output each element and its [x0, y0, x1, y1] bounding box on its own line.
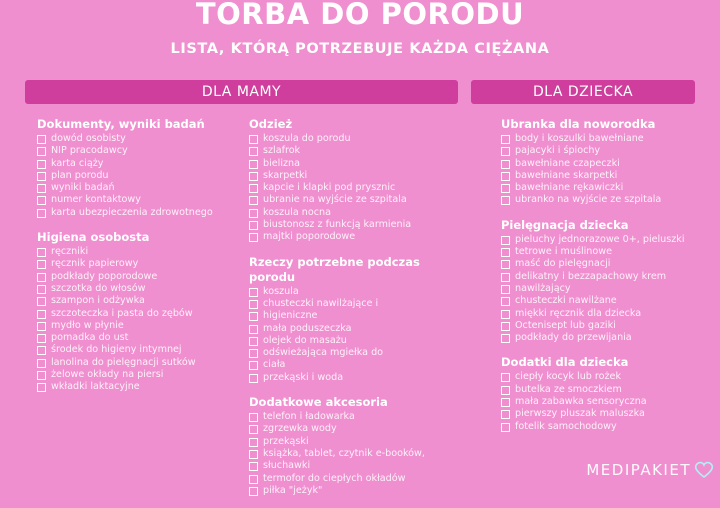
empty-checkbox-icon[interactable]	[37, 248, 46, 257]
section-title: Dodatkowe akcesoria	[249, 395, 388, 410]
empty-checkbox-icon[interactable]	[501, 184, 510, 193]
checklist-item[interactable]	[37, 145, 242, 157]
empty-checkbox-icon[interactable]	[37, 334, 46, 343]
empty-checkbox-icon[interactable]	[37, 285, 46, 294]
checklist-item-label: maść do pielęgnacji	[515, 258, 611, 270]
empty-checkbox-icon[interactable]	[37, 297, 46, 306]
checklist	[501, 371, 713, 432]
empty-checkbox-icon[interactable]	[249, 361, 258, 370]
checklist-item-label: mydło w płynie	[51, 319, 124, 331]
empty-checkbox-icon[interactable]	[37, 346, 46, 355]
checklist-item[interactable]	[501, 271, 713, 283]
checklist	[501, 133, 713, 207]
checklist-item[interactable]	[501, 133, 713, 145]
checklist-item[interactable]	[37, 332, 242, 344]
checklist-item-label: lanolina do pielęgnacji sutków	[51, 356, 196, 368]
checklist	[501, 234, 713, 345]
section-title: Ubranka dla noworodka	[501, 117, 656, 131]
checklist-item-label: termofor do ciepłych okładów	[263, 472, 406, 484]
section-title: Dokumenty, wyniki badań	[37, 117, 205, 131]
empty-checkbox-icon[interactable]	[249, 374, 258, 383]
checklist-item[interactable]	[501, 258, 713, 270]
checklist-item-label: numer kontaktowy	[51, 194, 141, 206]
checklist-item[interactable]	[249, 359, 461, 371]
checklist-item[interactable]	[249, 323, 461, 335]
empty-checkbox-icon[interactable]	[501, 273, 510, 282]
checklist-item-label: delikatny i bezzapachowy krem	[515, 270, 667, 282]
empty-checkbox-icon[interactable]	[249, 184, 258, 193]
checklist-section	[501, 218, 713, 345]
checklist-item[interactable]	[249, 448, 461, 460]
empty-checkbox-icon[interactable]	[501, 196, 510, 205]
checklist-item[interactable]	[501, 320, 713, 332]
empty-checkbox-icon[interactable]	[249, 209, 258, 218]
checklist-item-label: ubranie na wyjście ze szpitala	[263, 194, 407, 206]
empty-checkbox-icon[interactable]	[249, 312, 258, 321]
checklist-item[interactable]	[37, 182, 242, 194]
empty-checkbox-icon[interactable]	[249, 221, 258, 230]
checklist-item-label: higieniczne	[263, 310, 318, 322]
checklist-section	[501, 355, 713, 432]
checklist-item[interactable]	[249, 347, 461, 359]
empty-checkbox-icon[interactable]	[501, 172, 510, 181]
checklist-item[interactable]	[501, 308, 713, 320]
checklist-item-label: pieluchy jednorazowe 0+, pieluszki	[515, 233, 685, 245]
checklist-item-label: fotelik samochodowy	[515, 420, 617, 432]
checklist-item[interactable]	[249, 182, 461, 194]
empty-checkbox-icon[interactable]	[249, 462, 258, 471]
checklist-item[interactable]	[501, 194, 713, 206]
empty-checkbox-icon[interactable]	[249, 288, 258, 297]
empty-checkbox-icon[interactable]	[501, 147, 510, 156]
checklist-item[interactable]	[37, 170, 242, 182]
empty-checkbox-icon[interactable]	[249, 438, 258, 447]
checklist-item[interactable]	[249, 372, 461, 384]
checklist-item-label: szlafrok	[263, 145, 301, 157]
checklist-item-label: dowód osobisty	[51, 133, 126, 144]
medipakiet-logo	[586, 460, 714, 480]
empty-checkbox-icon[interactable]	[37, 383, 46, 392]
checklist-item[interactable]	[501, 371, 713, 383]
empty-checkbox-icon[interactable]	[501, 310, 510, 319]
checklist-item[interactable]	[501, 408, 713, 420]
checklist-item-label: bawełniane czapeczki	[515, 157, 620, 169]
checklist-item-label: koszula do porodu	[263, 133, 351, 144]
column-mama-left	[37, 117, 242, 405]
empty-checkbox-icon[interactable]	[249, 475, 258, 484]
checklist-item-label: żelowe okłady na piersi	[51, 369, 164, 381]
column-mama-right	[249, 117, 461, 508]
empty-checkbox-icon[interactable]	[37, 273, 46, 282]
checklist-item[interactable]	[501, 145, 713, 157]
empty-checkbox-icon[interactable]	[37, 322, 46, 331]
empty-checkbox-icon[interactable]	[501, 236, 510, 245]
checklist-item[interactable]	[37, 308, 242, 320]
checklist-item-label: mała poduszeczka	[263, 322, 352, 334]
checklist-item-label: przekąski i woda	[263, 371, 344, 383]
checklist	[37, 133, 242, 219]
checklist-item-label: ciała	[263, 359, 286, 371]
empty-checkbox-icon[interactable]	[501, 423, 510, 432]
checklist-item-label: tetrowe i muślinowe	[515, 246, 612, 258]
checklist-item[interactable]	[37, 271, 242, 283]
checklist-item-label: NIP pracodawcy	[51, 145, 128, 157]
checklist-item[interactable]	[501, 396, 713, 408]
checklist-item-label: przekąski	[263, 435, 309, 447]
checklist-section	[249, 395, 461, 497]
checklist-item-label: piłka "jeżyk"	[263, 484, 323, 496]
checklist	[249, 411, 461, 497]
empty-checkbox-icon[interactable]	[501, 398, 510, 407]
checklist-section	[249, 117, 461, 244]
checklist-item-label: nawilżający	[515, 282, 571, 294]
empty-checkbox-icon[interactable]	[37, 209, 46, 218]
empty-checkbox-icon[interactable]	[249, 300, 258, 309]
empty-checkbox-icon[interactable]	[501, 285, 510, 294]
checklist-item[interactable]	[249, 170, 461, 182]
checklist-item[interactable]	[501, 421, 713, 433]
checklist-item-label: telefon i ładowarka	[263, 411, 355, 423]
checklist-item-label: zgrzewka wody	[263, 423, 337, 435]
empty-checkbox-icon[interactable]	[37, 160, 46, 169]
empty-checkbox-icon[interactable]	[37, 196, 46, 205]
empty-checkbox-icon[interactable]	[37, 135, 46, 144]
checklist-item-label: koszula	[263, 285, 299, 297]
empty-checkbox-icon[interactable]	[249, 325, 258, 334]
page-subtitle: LISTA, KTÓRĄ POTRZEBUJE KAŻDA CIĘŻANA	[170, 41, 550, 57]
checklist-item[interactable]	[501, 234, 713, 246]
checklist-item[interactable]	[37, 258, 242, 270]
checklist-item[interactable]	[249, 335, 461, 347]
empty-checkbox-icon[interactable]	[37, 359, 46, 368]
checklist-item[interactable]	[249, 231, 461, 243]
checklist-item[interactable]	[501, 170, 713, 182]
empty-checkbox-icon[interactable]	[249, 450, 258, 459]
checklist-item-label: bielizna	[263, 157, 300, 169]
checklist-item[interactable]	[37, 344, 242, 356]
empty-checkbox-icon[interactable]	[249, 172, 258, 181]
checklist-item-label: bawełniane skarpetki	[515, 169, 618, 181]
checklist-item[interactable]	[249, 158, 461, 170]
empty-checkbox-icon[interactable]	[501, 260, 510, 269]
section-title: Pielęgnacja dziecka	[501, 217, 629, 232]
checklist-item[interactable]	[37, 207, 242, 219]
checklist-item-label: ręcznik papierowy	[51, 258, 139, 270]
checklist-item-label: szczoteczka i pasta do zębów	[51, 307, 193, 319]
checklist-item-label: odświeżająca mgiełka do	[263, 347, 384, 359]
checklist-item-label: biustonosz z funkcją karmienia	[263, 219, 412, 231]
empty-checkbox-icon[interactable]	[37, 147, 46, 156]
empty-checkbox-icon[interactable]	[249, 233, 258, 242]
empty-checkbox-icon[interactable]	[249, 413, 258, 422]
empty-checkbox-icon[interactable]	[37, 184, 46, 193]
checklist-item[interactable]	[37, 246, 242, 258]
checklist-item[interactable]	[37, 194, 242, 206]
checklist	[249, 133, 461, 244]
checklist-item-label: podkłady do przewijania	[515, 332, 632, 344]
checklist-item-label: Octenisept lub gaziki	[515, 319, 616, 331]
checklist-section	[37, 230, 242, 394]
column-dziecko	[501, 117, 713, 444]
header-dla-dziecka: DLA DZIECKA	[471, 80, 695, 104]
empty-checkbox-icon[interactable]	[249, 337, 258, 346]
checklist-item[interactable]	[501, 295, 713, 307]
checklist-item-label: szampon i odżywka	[51, 295, 145, 307]
checklist-item[interactable]	[249, 194, 461, 206]
checklist-item[interactable]	[249, 286, 461, 298]
checklist-item-label: słuchawki	[263, 460, 311, 472]
header-dla-mamy: DLA MAMY	[25, 80, 458, 104]
empty-checkbox-icon[interactable]	[501, 135, 510, 144]
checklist-item[interactable]	[37, 381, 242, 393]
section-title: Odzież	[249, 117, 293, 131]
checklist-item-label: podkłady poporodowe	[51, 270, 158, 282]
checklist-item[interactable]	[501, 384, 713, 396]
checklist-item-label: mała zabawka sensoryczna	[515, 396, 647, 408]
checklist-item[interactable]	[501, 332, 713, 344]
empty-checkbox-icon[interactable]	[37, 260, 46, 269]
checklist-item-label: pomadka do ust	[51, 332, 129, 344]
empty-checkbox-icon[interactable]	[249, 349, 258, 358]
checklist-item[interactable]	[249, 411, 461, 423]
empty-checkbox-icon[interactable]	[501, 322, 510, 331]
empty-checkbox-icon[interactable]	[501, 248, 510, 257]
checklist	[37, 246, 242, 394]
checklist-item-label: bawełniane rękawiczki	[515, 182, 624, 194]
checklist-item-label: wyniki badań	[51, 182, 115, 194]
checklist-item[interactable]	[249, 485, 461, 497]
checklist-item-label: książka, tablet, czytnik e-booków,	[263, 447, 425, 459]
checklist-item[interactable]	[249, 460, 461, 472]
checklist-item[interactable]	[37, 357, 242, 369]
checklist-item[interactable]	[249, 207, 461, 219]
checklist-item-label: ciepły kocyk lub rożek	[515, 371, 622, 383]
checklist-item[interactable]	[37, 369, 242, 381]
checklist-item[interactable]	[249, 133, 461, 145]
checklist-item-label: chusteczki nawilżane	[515, 295, 617, 307]
checklist-item-label: ręczniki	[51, 246, 89, 258]
section-title: Higiena osobosta	[37, 230, 150, 245]
empty-checkbox-icon[interactable]	[249, 196, 258, 205]
empty-checkbox-icon[interactable]	[37, 310, 46, 319]
checklist-item-label: olejek do masażu	[263, 334, 347, 346]
checklist-item-label: butelka ze smoczkiem	[515, 383, 622, 395]
empty-checkbox-icon[interactable]	[249, 487, 258, 496]
section-title: Dodatki dla dziecka	[501, 355, 629, 370]
checklist-item-label: środek do higieny intymnej	[51, 344, 182, 356]
logo-text: MEDIPAKIET	[586, 461, 691, 479]
checklist-section	[501, 117, 713, 207]
checklist-item[interactable]	[37, 295, 242, 307]
empty-checkbox-icon[interactable]	[37, 371, 46, 380]
empty-checkbox-icon[interactable]	[249, 147, 258, 156]
checklist-item-label: body i koszulki bawełniane	[515, 133, 644, 144]
checklist-item[interactable]	[501, 283, 713, 295]
checklist-item[interactable]	[501, 182, 713, 194]
empty-checkbox-icon[interactable]	[501, 386, 510, 395]
checklist-item-label: ubranko na wyjście ze szpitala	[515, 194, 662, 206]
checklist-item-label: pajacyki i śpiochy	[515, 145, 601, 157]
empty-checkbox-icon[interactable]	[501, 160, 510, 169]
checklist-item[interactable]	[249, 436, 461, 448]
checklist-item-label: chusteczki nawilżające i	[263, 297, 379, 309]
checklist-item[interactable]	[37, 133, 242, 145]
empty-checkbox-icon[interactable]	[249, 135, 258, 144]
checklist-item[interactable]	[249, 145, 461, 157]
section-title: Rzeczy potrzebne podczas porodu	[249, 254, 420, 284]
checklist-item-label: szczotka do włosów	[51, 282, 146, 294]
checklist-item[interactable]	[249, 219, 461, 231]
checklist-item-label: miękki ręcznik dla dziecka	[515, 307, 642, 319]
checklist-item[interactable]	[249, 473, 461, 485]
heart-icon	[694, 461, 714, 479]
checklist-item-label: skarpetki	[263, 169, 308, 181]
empty-checkbox-icon[interactable]	[249, 160, 258, 169]
checklist-section	[249, 255, 461, 384]
checklist-item[interactable]	[249, 310, 461, 322]
checklist-item[interactable]	[37, 283, 242, 295]
checklist-item-label: koszula nocna	[263, 206, 331, 218]
checklist-item[interactable]	[501, 246, 713, 258]
checklist-item[interactable]	[501, 158, 713, 170]
checklist-item-label: pierwszy pluszak maluszka	[515, 408, 645, 420]
checklist-section	[37, 117, 242, 219]
checklist-item[interactable]	[249, 423, 461, 435]
checklist	[249, 286, 461, 384]
empty-checkbox-icon[interactable]	[501, 297, 510, 306]
empty-checkbox-icon[interactable]	[501, 373, 510, 382]
checklist-item[interactable]	[249, 298, 461, 310]
checklist-item-label: majtki poporodowe	[263, 231, 356, 243]
page-title: TORBA DO PORODU	[195, 0, 525, 31]
checklist-item[interactable]	[37, 158, 242, 170]
checklist-item-label: kapcie i klapki pod prysznic	[263, 182, 396, 194]
empty-checkbox-icon[interactable]	[501, 334, 510, 343]
checklist-item-label: wkładki laktacyjne	[51, 381, 140, 393]
checklist-item-label: karta ciąży	[51, 157, 104, 169]
empty-checkbox-icon[interactable]	[37, 172, 46, 181]
checklist-item[interactable]	[37, 320, 242, 332]
empty-checkbox-icon[interactable]	[501, 410, 510, 419]
checklist-item-label: plan porodu	[51, 169, 109, 181]
checklist-item-label: karta ubezpieczenia zdrowotnego	[51, 206, 213, 218]
empty-checkbox-icon[interactable]	[249, 425, 258, 434]
